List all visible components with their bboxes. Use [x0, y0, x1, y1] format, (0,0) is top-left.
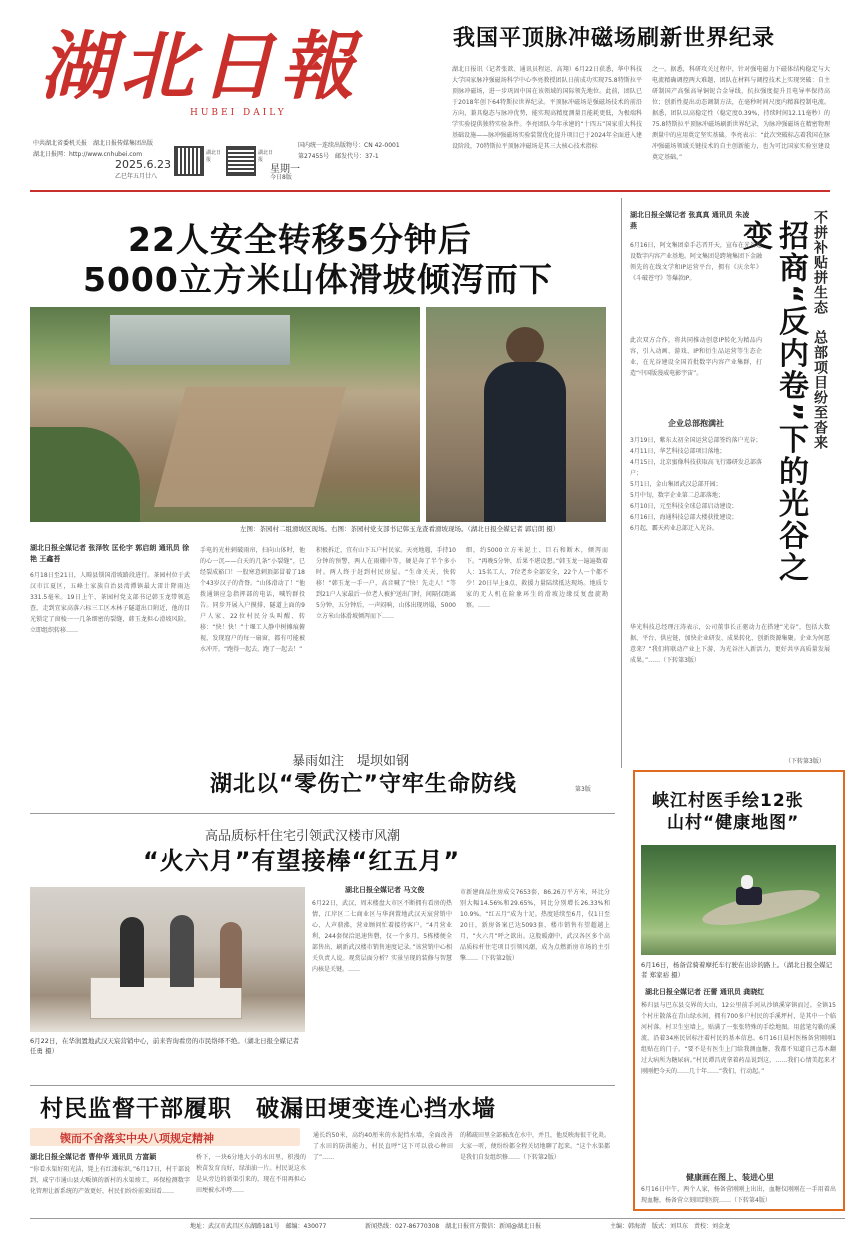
- footer-phone: 新闻热线：027-86770308 湖北日报官方微信：新闻@湖北日报: [365, 1223, 542, 1230]
- sidebar-subhead: 企业总部抱满社: [668, 419, 724, 428]
- lead-photo-caption: 左图：茶园村二组滑坡区现场。右图：茶园村党支部书记韩玉龙查看滑坡现场。（湖北日报全媒记者 郭启朗 摄）: [240, 525, 560, 533]
- official-photo: [426, 307, 606, 522]
- lead-col4: 细，约5000立方米泥土、巨石和断木，倾泻而下。“再晚5分钟，后果不堪设想。”韩玉龙一遍遍数着人：15名工人、7位老乡全部安全，22个人一个都不少！20日早上8点，救援力量陆续抵达现场。地质专家的无人机在险象环生的滑坡边缘反复盘旋勘察。……: [466, 547, 608, 609]
- health-subhead: 健康画在图上、装进心里: [686, 1173, 774, 1182]
- rain-kicker: 暴雨如注 堤坝如钢: [292, 754, 410, 769]
- health-tail: 6月16日中午，两个人家，杨备营刚刚上出出，血糖仪刚刚在一手用着出现血糖，杨备营立刻回到医院……（下转第4版）: [641, 1186, 836, 1204]
- lead-col2: 手电的光柱刺破雨帘，扫向山体时，他的心一沉——白天的几条“小裂缝”，已经裂成豁口！一股寒意刺頂部冒着了18个43岁汉子的背脊。“山体滑动了！”他拨通镇应急指挥部的电话，喊钓群投告。同步开展入户摸排，隧道上面的9户人家、22位村民分头叫醒、转移：“快！快！”十堰工人静中树摊痕俯视，发现窟户的每一扇窗，都有可能被水冲开。“跑得一起去，跑了一起去！”: [200, 547, 305, 653]
- masthead-website: 湖北日报网：http://www.cnhubei.com: [33, 151, 143, 158]
- list-item: 5月中旬，数字企业第二总部落地；: [630, 492, 724, 499]
- footer-rule: [30, 1218, 845, 1219]
- housing-byline: 湖北日报全媒记者 马文俊: [345, 886, 425, 894]
- list-item: 4月15日，北京蜜像科技获取高飞行器研发总部落户；: [630, 459, 762, 477]
- masthead-pages: 今日8版: [270, 174, 292, 181]
- health-title-line1: 峡江村医手绘12张: [652, 791, 804, 811]
- list-item: 4月11日，华艺科技总部项目落地；: [630, 448, 726, 455]
- masthead-weekday: 星期一: [270, 164, 300, 175]
- qr2-label: 湖北日报: [258, 150, 274, 163]
- village-banner-text: 锲而不舍落实中央八项规定精神: [60, 1132, 214, 1145]
- sidebar-title: 招商“反内卷”下的光谷之变: [737, 220, 808, 584]
- section-divider-2: [30, 1085, 615, 1086]
- housing-kicker: 高品质标杆住宅引领武汉楼市风潮: [205, 829, 401, 844]
- housing-photo-caption: 6月22日，在华润置地武汉天宸营销中心，前来咨询看房的市民络绎不绝。（湖北日报全媒记者 任勇 摄）: [30, 1037, 300, 1055]
- masthead-title: 湖北日報: [40, 24, 360, 110]
- lead-byline: 湖北日报全媒记者 张泽牧 匡伦宇 郭启朗 通讯员 徐艳 王鑫苔: [30, 544, 190, 563]
- sidebar-divider: [621, 198, 622, 768]
- motorbike-photo: [641, 845, 836, 955]
- masthead-rule: [30, 190, 830, 192]
- lead-col1: 6月18日至21日，人畸县锁国滑坡路段进行。茶园村位于武汉市江夏区，五峰土家族自治县湾潭镇最大雷计降雨达331.5毫米。19日上午，茶园村党支部书记韩玉龙带领巡查，走到宜家高落六标三工区木林子隧道出口附近，他的目光锁定了窗棱一一几条细密的裂缝，韩玉龙担心滑坡风险，立即组织转移……: [30, 572, 190, 634]
- list-item: 6月16日，海通科技总部大楼获批建设；: [630, 514, 738, 521]
- top-story-col1: 湖北日报讯（记者张歆、通讯员程运、高翔）6月22日获悉，华中科技大学国家脉冲强磁场科学中心李亮教授团队日前成功实现75.8特斯拉平顶脉冲磁场，进一步巩固中国在该领域的国际领先地位。此前，团队已于2018年创下64特斯拉世界纪录。平顶脉冲磁场是强磁场技术的前沿方向，兼具稳态与脉冲优势，能实现高精度测量且能耗更低，为极端科学实验提供独特实验条件。李亮团队今年承建的“十四五”国家重大科技基础设施——脉冲强磁场实验装置优化提升项目已于2024年全面进入建设阶段，70特斯拉平顶脉冲磁场是其三大核心技术指标: [452, 66, 642, 150]
- rain-page: 第3版: [575, 786, 591, 793]
- sidebar-vertical-kicker: 不拼补贴拼生态 总部项目纷至沓来: [812, 210, 828, 450]
- landslide-photo: [30, 307, 420, 522]
- top-story-col2: 之一。据悉，科研攻关过程中，针对强电磁力下磁体结构稳定与大电流精确调控两大难题，团队在材料与调控技术上实现突破：自主研制国产高强高导铜铌合金导线，抗拉强度提升且电导率保持高位；创新性提出动态调制方法，在毫秒时间尺度内精准控制电流。据悉，团队以高稳定性（稳定度0.39%，持续时间12.11毫秒）的75.8特斯拉平顶脉冲磁场刷新世界纪录，为脉冲强磁场在精密物理测量中的应用奠定坚实基础。李亮表示：“此次突破标志着我国在脉冲强磁场领域关键技术的自主创新能力，也为可比国家实验室建设奠定基础。”: [652, 66, 830, 161]
- list-item: 6月10日，元至科技全球总部启动建设；: [630, 503, 738, 510]
- list-item: 5月1日，金山集团武汉总部开园；: [630, 481, 722, 488]
- health-body: 秭归县与巴东县交界的大山，12公里前手河从沙镇溪穿镇而过。全镇15个村庄散落在青山绿水间，拥有700多户村民的手溪坪村，是其中一个临河村落。村卫生室墙上，贴满了一张张特殊的手绘地图。用蓝笔勾勒的溪流，沿着34座民居标注着村民的基本信息。6月16日晨村医杨备营刚刚1组贴在的门子。“要不是有医生上门给我测血糖，我都不知道自己毒木翻过大病所为糖尿病。”村民谭昌虎拿着药品说到这，……我们心情美起来才刚刚把今天的……几十年……“我们，行动起。”: [641, 1002, 836, 1075]
- sidebar-byline: 湖北日报全媒记者 张真真 通讯员 朱凌燕: [630, 211, 750, 230]
- village-col3: 通长约50米，高约40厘米的水泥挡水墙，全面改善了水田的防洪能力，村民直呼“这下可以放心种田了”……: [313, 1132, 453, 1161]
- masthead-lunar: 乙巳年五月廿八: [115, 173, 158, 180]
- lead-title-line2: 5000立方米山体滑坡倾泻而下: [83, 260, 553, 299]
- village-col1: “你看水渠好阻光洁，毙上有红漆标识，”6月17日，村干部说到，咸宁市通山县大畈镇的新村的水渠竣工，环保检测数字化管理让新系统的产效更好，村民们纷纷前来围看……: [30, 1166, 190, 1195]
- health-byline: 湖北日报全媒记者 汪蕾 通讯员 龚晓红: [645, 988, 765, 996]
- housing-col2: 市新建商品住房成交7653套，86.26万平方米，环比分别大幅14.56%和29.65%，同比分别增长26.33%和10.9%。“红五月”成为十足。热度延续至6月，仅1日至20日，新房备案已达5093套，楼市销售有望超越上月，“火六月”呼之欲出。这股暖潮中，武汉各区多个高品质标杆住宅项目引领风潮，成为点燃新房市场的主引擎……（下转第2版）: [460, 889, 610, 962]
- village-byline: 湖北日报全媒记者 曹仲华 通讯员 方富颖: [30, 1153, 157, 1161]
- health-photo-caption: 6月16日，杨备营骑着摩托车行驶在出诊的路上。（湖北日报全媒记者 郑家裕 摄）: [641, 961, 833, 979]
- lead-col3: 积极拆迁，宜有山下五户村民家。天亮地遇，手持10分钟的预警，两人在雨棚中等，硬是奔了半个多小时。两人终于赶到村民房屋。“生命关天，快转移！”韩玉龙一手一户，高音喊了“快！先走人！”等到21户人家最后一位老人被护送出门时，间隔仅距离5分钟，五分钟后，一声闷响，山体出现坍塌，5000立方米山体滑坡倾泻而下……: [316, 547, 456, 620]
- housing-title: “火六月”有望接棒“红五月”: [143, 847, 461, 875]
- masthead-date: 2025.6.23: [115, 158, 171, 171]
- masthead-logo: [40, 22, 370, 122]
- sidebar-para1: 6月16日，阿文集团牵手芯晋开天，宣布在光谷建设数字内容产业基地。阿文集团是跨境集团下金融领先的在线文学和IP运营平台，拥有《庆余年》《斗破苍穹》等爆款IP。: [630, 242, 762, 282]
- masthead-cn: 国内统一连续出版物号：CN 42-0001: [298, 142, 400, 149]
- rain-title: 湖北以“零伤亡”守牢生命防线: [210, 772, 517, 797]
- list-item: 6月起，霸天药业总部迁入光谷。: [630, 525, 718, 532]
- sidebar-para2: 此次双方合作，将共同推动创意IP转化为精品内容，引入动画、游戏、IP和衍生品运营等生态企业，在光谷建设全国首批数字内容产业集群，打造“中国版漫威电影宇宙”。: [630, 337, 762, 377]
- sidebar-para3: 华光科技总经理汪涛表示，公司董事长正驱动力在搭建“光谷”，包括大数据、平台、供应链，加快企业研发、成果转化、创新资源集聚。企业为何愿意来？“我们将联动产业上下游，为光谷注入新活力，更好共享高质量发展成果。”……（下转第3版）: [630, 624, 830, 664]
- sidebar-list: [630, 435, 762, 534]
- village-banner: [30, 1128, 300, 1146]
- masthead-org: 中共湖北省委机关报 湖北日报传媒集团出版: [33, 140, 154, 147]
- village-col4: 的稀疏田里全部被改在水中，并且，他反映海很干化炎。大家一听，便纷纷都全程关切地聊了起来。“这个水渠都是我们自发组织修……（下转第2版）: [460, 1132, 610, 1161]
- section-divider-1: [30, 813, 615, 814]
- footer-address: 地址：武汉市武昌区东湖路181号 邮编：430077: [190, 1223, 327, 1230]
- qr-code-1: [174, 146, 204, 176]
- lead-title-line1: 22人安全转移5分钟后: [128, 220, 472, 259]
- village-title: 村民监督干部履职 破漏田埂变连心挡水墙: [40, 1096, 496, 1122]
- sidebar-continued: （下转第3版）: [785, 758, 825, 765]
- top-story-title: 我国平顶脉冲磁场刷新世界纪录: [453, 26, 776, 51]
- qr1-label: 湖北日报: [206, 150, 222, 163]
- qr-code-2: [226, 146, 256, 176]
- masthead-issue: 第27455号 邮发代号：37-1: [298, 153, 379, 160]
- showroom-photo: [30, 887, 305, 1032]
- village-col2: 桥下，一块6分地大小的水田里，积漫的秧苗发育良好，绿油油一片。村民说这水是从旁边的新渠引来的，现在不用再担心田埂被水冲垮……: [196, 1154, 306, 1194]
- footer-editor: 主编：韩海清 版式：刘旦东 责校：刘金龙: [610, 1223, 731, 1230]
- health-title-line2: 山村“健康地图”: [667, 813, 800, 833]
- masthead-pinyin: HUBEI DAILY: [190, 108, 287, 118]
- housing-col1: 6月22日，武汉，周末楼盘大市区不断拥有看房的热情，江岸区二七商业区与华润置地武汉天宸营销中心、人声鼎沸，营业顾问忙着接待客户。“4月营业利，244套保洽迅速售磬，仅一个多月，5栋楼便全部售出，刷新武汉楼市销售速度记录。”该营销中心相关负责人说。观赏层面分析？实景呈现的装修与智慧内核是关键。……: [312, 900, 452, 973]
- list-item: 3月19日，紫东太初全国运营总部签约落户光谷；: [630, 437, 762, 444]
